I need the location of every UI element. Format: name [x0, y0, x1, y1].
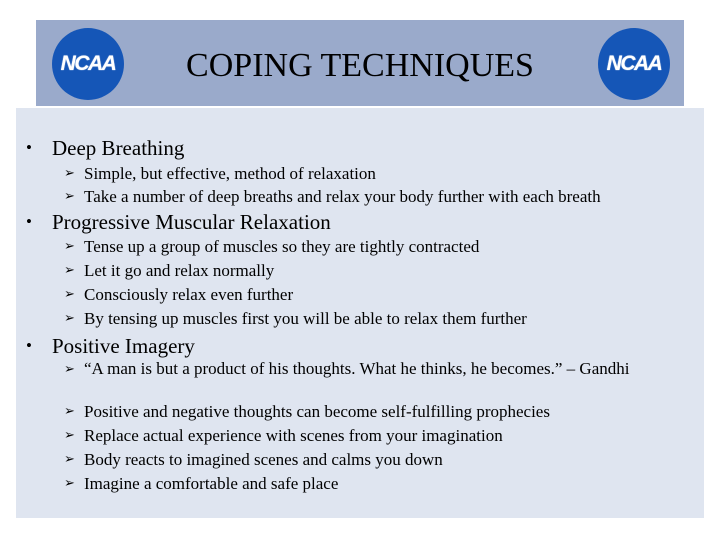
section-heading-text: Progressive Muscular Relaxation: [52, 210, 331, 234]
arrow-icon: ➢: [64, 428, 75, 443]
arrow-icon: ➢: [64, 311, 75, 326]
list-item-text: Replace actual experience with scenes from your imagination: [84, 426, 503, 445]
arrow-icon: ➢: [64, 287, 75, 302]
title-banner: [36, 20, 684, 106]
list-item-text: Consciously relax even further: [84, 285, 294, 304]
section-heading-text: Deep Breathing: [52, 136, 185, 160]
logo-text: NCAA: [60, 52, 116, 75]
arrow-icon: ➢: [64, 239, 75, 254]
list-item-text: Simple, but effective, method of relaxation: [84, 164, 376, 183]
bullet-icon: •: [26, 138, 32, 157]
content-panel: [16, 108, 704, 518]
logo-text: NCAA: [606, 52, 662, 75]
arrow-icon: ➢: [64, 404, 75, 419]
arrow-icon: ➢: [64, 362, 75, 377]
list-item-text: By tensing up muscles first you will be able to relax them further: [84, 309, 527, 328]
bullet-icon: •: [26, 212, 32, 231]
list-item-text: Let it go and relax normally: [84, 261, 275, 280]
arrow-icon: ➢: [64, 189, 75, 204]
bullet-icon: •: [26, 336, 32, 355]
list-item-text: Positive and negative thoughts can become self-fulfilling prophecies: [84, 402, 550, 421]
arrow-icon: ➢: [64, 476, 75, 491]
ncaa-logo-right: [598, 28, 670, 100]
list-item-text: “A man is but a product of his thoughts. What he thinks, he becomes.” – Gandhi: [84, 359, 630, 378]
list-item-text: Tense up a group of muscles so they are tightly contracted: [84, 237, 480, 256]
arrow-icon: ➢: [64, 263, 75, 278]
arrow-icon: ➢: [64, 452, 75, 467]
arrow-icon: ➢: [64, 166, 75, 181]
page-title: COPING TECHNIQUES: [186, 47, 534, 84]
list-item-text: Body reacts to imagined scenes and calms you down: [84, 450, 443, 469]
list-item-text: Imagine a comfortable and safe place: [84, 474, 339, 493]
list-item-text: Take a number of deep breaths and relax your body further with each breath: [84, 187, 601, 206]
section-heading-text: Positive Imagery: [52, 334, 195, 358]
